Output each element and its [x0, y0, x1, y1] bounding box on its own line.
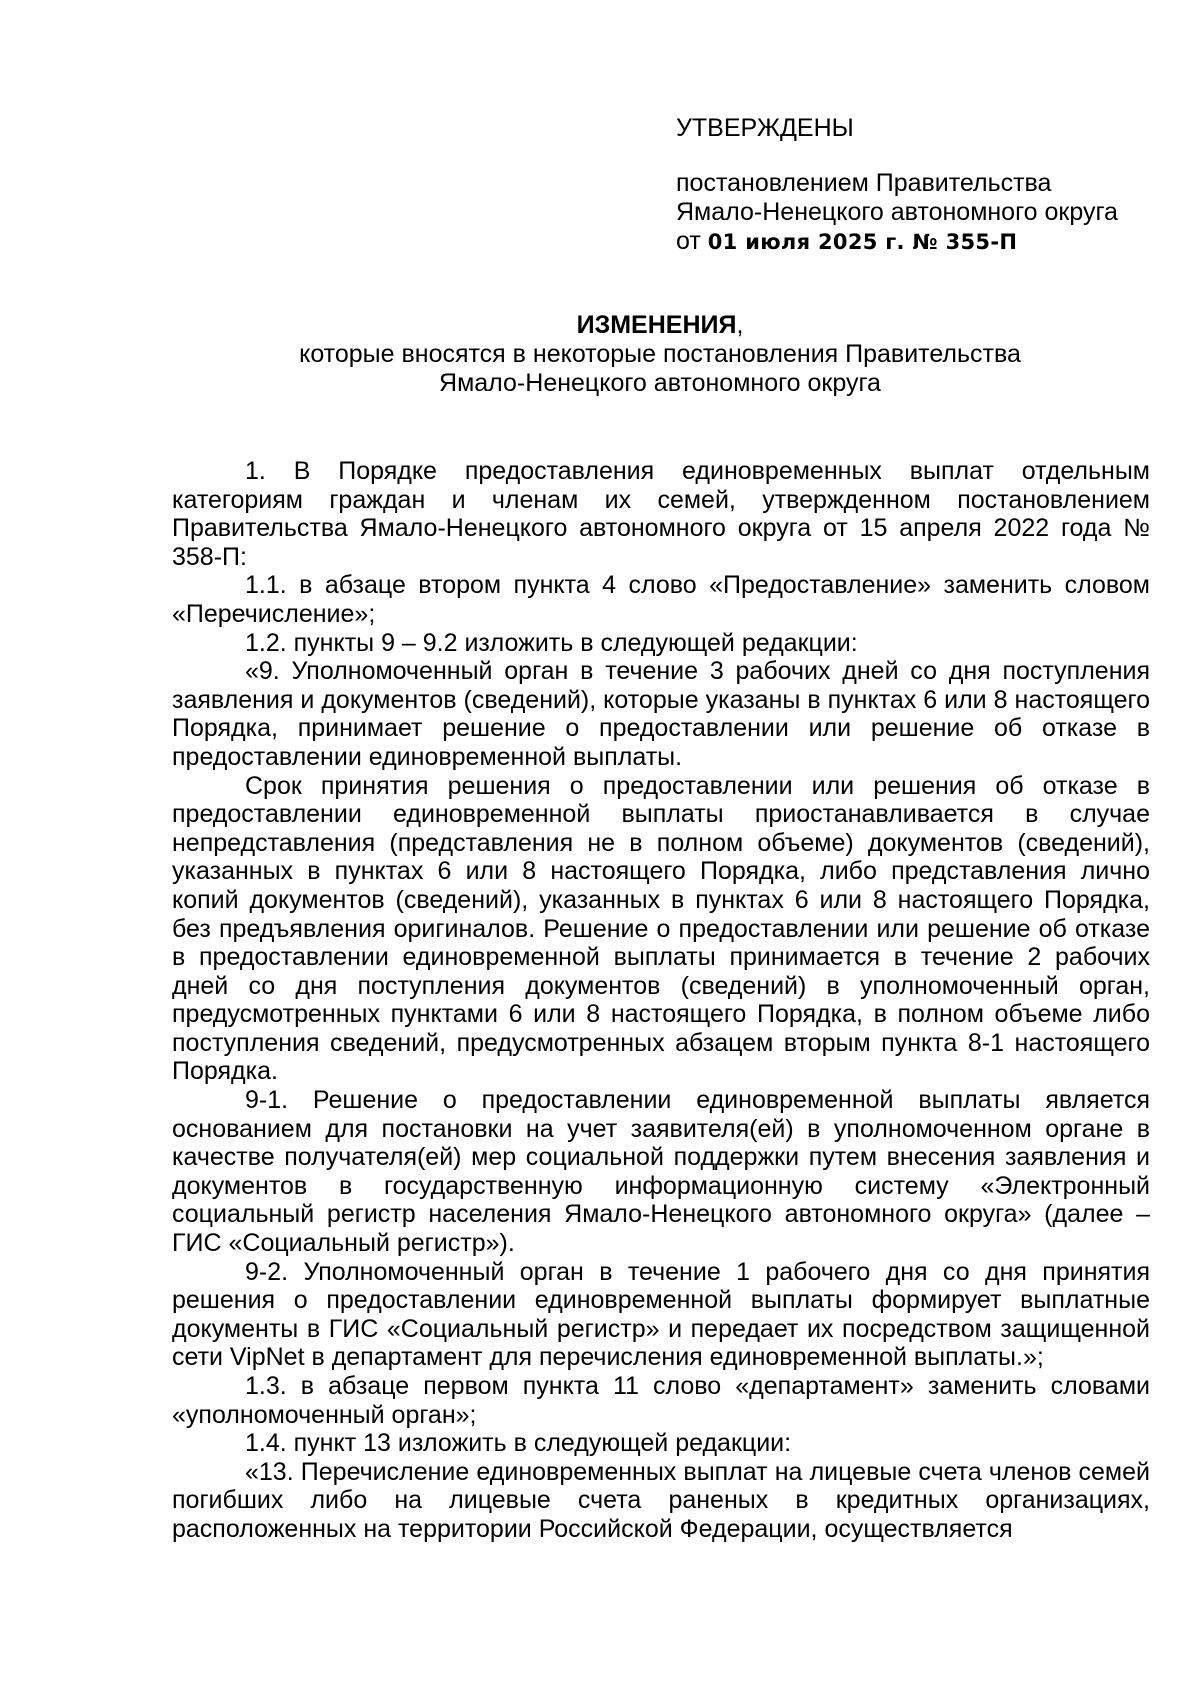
approval-line-1: постановлением Правительства — [676, 169, 1052, 197]
heading-line — [170, 311, 1150, 340]
approval-date-line — [676, 227, 1176, 257]
document-header — [170, 311, 1150, 398]
paragraph: 9-1. Решение о предоставлении единовременной выплаты является основанием для постановки на учет заявителя(ей) в уполномоченном органе в качестве получателя(ей) мер социальной поддержки путем внесения заявления и документов в государственную информационную систему «Электронный социальный регистр населения Ямало-Ненецкого автономного округа» (далее – ГИС «Социальный регистр»). — [172, 1086, 1150, 1258]
date-prefix: от — [676, 227, 701, 255]
approved-title: УТВЕРЖДЕНЫ — [676, 114, 854, 142]
document-body — [172, 457, 1150, 1544]
document-heading: ИЗМЕНЕНИЯ — [576, 311, 737, 339]
date-value: 01 июля 2025 г. № 355-П — [707, 230, 1018, 254]
paragraph: 1.4. пункт 13 изложить в следующей редакции: — [245, 1429, 792, 1458]
paragraph: Срок принятия решения о предоставлении или решения об отказе в предоставлении единовременной выплаты приостанавливается в случае непредставления (представления не в полном объеме) документов (сведений), указанных в пунктах 6 или 8 настоящего Порядка, либо представления лично копий документов (сведений), указанных в пунктах 6 или 8 настоящего Порядка, без предъявления оригиналов. Решение о предоставлении или решение об отказе в предоставлении единовременной выплаты принимается в течение 2 рабочих дней со дня поступления документов (сведений) в уполномоченный орган, предусмотренных пунктами 6 или 8 настоящего Порядка, в полном объеме либо поступления сведений, предусмотренных абзацем вторым пункта 8-1 настоящего Порядка. — [172, 771, 1150, 1086]
paragraph: 1.2. пункты 9 – 9.2 изложить в следующей редакции: — [245, 628, 858, 657]
approval-block — [676, 114, 1176, 257]
paragraph: 9-2. Уполномоченный орган в течение 1 рабочего дня со дня принятия решения о предоставлении единовременной выплаты формирует выплатные документы в ГИС «Социальный регистр» и передает их посредством защищенной сети VipNet в департамент для перечисления единовременной выплаты.»; — [172, 1257, 1150, 1372]
paragraph: 1. В Порядке предоставления единовременных выплат отдельным категориям граждан и членам их семей, утвержденном постановлением Правительства Ямало-Ненецкого автономного округа от 15 апреля 2022 года № 358-П: — [172, 457, 1150, 571]
subheading-line-1: которые вносятся в некоторые постановления Правительства — [299, 340, 1021, 368]
paragraph: «13. Перечисление единовременных выплат на лицевые счета членов семей погибших либо на лицевые счета раненых в кредитных организациях, расположенных на территории Российской Федерации, осуществляется — [172, 1457, 1150, 1543]
subheading-line-2: Ямало-Ненецкого автономного округа — [439, 369, 881, 397]
heading-suffix: , — [736, 311, 744, 339]
paragraph: «9. Уполномоченный орган в течение 3 рабочих дней со дня поступления заявления и документов (сведений), которые указаны в пунктах 6 или 8 настоящего Порядка, принимает решение о предоставлении или решение об отказе в предоставлении единовременной выплаты. — [172, 657, 1150, 771]
paragraph: 1.3. в абзаце первом пункта 11 слово «департамент» заменить словами «уполномоченный орган»; — [172, 1372, 1150, 1429]
paragraph: 1.1. в абзаце втором пункта 4 слово «Предоставление» заменить словом «Перечисление»; — [172, 571, 1150, 628]
approval-line-2: Ямало-Ненецкого автономного округа — [676, 198, 1118, 226]
